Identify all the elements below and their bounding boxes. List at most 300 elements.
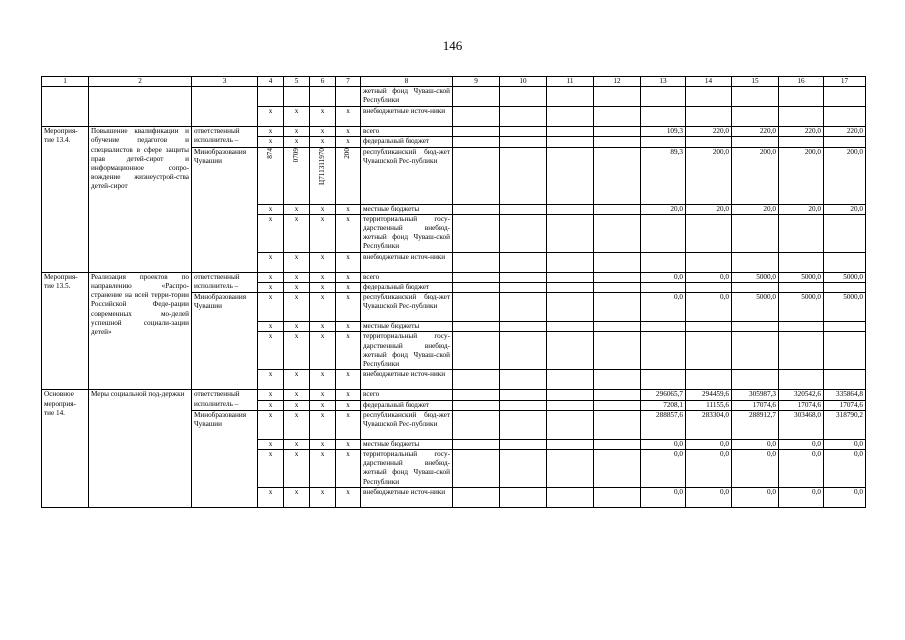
- measure-name: Реализация проектов по направлению «Распро-странение на всей терри-тории Российской Феде-рации современных мо-делей успешной социали-зации детей»: [89, 272, 192, 390]
- amount-cell: 296065,7: [641, 390, 686, 400]
- amount-cell: [824, 252, 866, 272]
- empty-cell: [547, 127, 594, 137]
- table-row: [42, 87, 866, 107]
- measure-label: Мероприя-тие 13.5.: [42, 272, 89, 390]
- column-header: 7: [336, 77, 361, 87]
- column-header: 6: [310, 77, 336, 87]
- amount-cell: 294459,6: [686, 390, 732, 400]
- empty-cell: [594, 322, 641, 332]
- code-x: x: [284, 370, 310, 390]
- code-x: x: [258, 214, 284, 252]
- empty-cell: [547, 370, 594, 390]
- empty-cell: [547, 252, 594, 272]
- empty-cell: [258, 87, 284, 107]
- code-x: x: [336, 107, 361, 127]
- code-x: x: [336, 204, 361, 214]
- amount-cell: 0,0: [824, 450, 866, 488]
- empty-cell: [453, 137, 500, 147]
- empty-cell: [594, 293, 641, 322]
- amount-cell: 5000,0: [824, 272, 866, 282]
- amount-cell: 17074,6: [732, 400, 779, 410]
- empty-cell: [547, 283, 594, 293]
- column-header: 4: [258, 77, 284, 87]
- code-x: x: [310, 252, 336, 272]
- empty-cell: [594, 214, 641, 252]
- empty-cell: [500, 147, 547, 204]
- amount-cell: [686, 214, 732, 252]
- empty-cell: [500, 107, 547, 127]
- code-x: x: [258, 410, 284, 439]
- empty-cell: [453, 293, 500, 322]
- empty-cell: [500, 370, 547, 390]
- amount-cell: 303468,0: [779, 410, 824, 439]
- empty-cell: [547, 410, 594, 439]
- amount-cell: 220,0: [779, 127, 824, 137]
- amount-cell: [686, 107, 732, 127]
- code-x: x: [258, 204, 284, 214]
- amount-cell: 17074,6: [779, 400, 824, 410]
- empty-cell: [594, 107, 641, 127]
- amount-cell: 220,0: [686, 127, 732, 137]
- empty-cell: [453, 214, 500, 252]
- empty-cell: [594, 272, 641, 282]
- empty-cell: [453, 204, 500, 214]
- code-x: x: [310, 204, 336, 214]
- column-header: 5: [284, 77, 310, 87]
- amount-cell: [686, 137, 732, 147]
- measure-name: Повышение квалификации и обучение педагогов и специалистов в сфере защиты прав детей-сирот и информационное сопро-вождение жизнеустрой-ства детей-сирот: [89, 127, 192, 273]
- amount-cell: 5000,0: [779, 293, 824, 322]
- empty-cell: [453, 450, 500, 488]
- code-x: x: [258, 322, 284, 332]
- empty-cell: [500, 214, 547, 252]
- code-x: x: [336, 370, 361, 390]
- empty-cell: [500, 410, 547, 439]
- empty-cell: [500, 87, 547, 107]
- code-x: x: [336, 332, 361, 370]
- empty-cell: [594, 283, 641, 293]
- funding-source: внебюджетные источ-ники: [361, 370, 453, 390]
- code-x: x: [310, 322, 336, 332]
- funding-source: республиканский бюд-жет Чувашской Рес-публики: [361, 410, 453, 439]
- empty-cell: [500, 488, 547, 508]
- code-x: x: [310, 272, 336, 282]
- code-x: x: [258, 439, 284, 449]
- code-value: 200: [343, 147, 352, 159]
- code-x: x: [258, 400, 284, 410]
- funding-source: всего: [361, 272, 453, 282]
- amount-cell: 0,0: [732, 450, 779, 488]
- code-x: x: [284, 107, 310, 127]
- code-x: x: [284, 332, 310, 370]
- empty-cell: [500, 322, 547, 332]
- code-x: x: [310, 137, 336, 147]
- empty-cell: [594, 370, 641, 390]
- code-x: x: [284, 127, 310, 137]
- amount-cell: 5000,0: [732, 272, 779, 282]
- amount-cell: 0,0: [686, 293, 732, 322]
- empty-cell: [547, 390, 594, 400]
- amount-cell: [824, 107, 866, 127]
- code-x: x: [284, 214, 310, 252]
- amount-cell: 0,0: [641, 450, 686, 488]
- empty-cell: [453, 87, 500, 107]
- table-row: [42, 127, 866, 137]
- empty-cell: [89, 87, 192, 127]
- column-header: 15: [732, 77, 779, 87]
- empty-cell: [453, 283, 500, 293]
- column-header: 17: [824, 77, 866, 87]
- funding-source: местные бюджеты: [361, 322, 453, 332]
- amount-cell: [641, 107, 686, 127]
- amount-cell: [824, 283, 866, 293]
- measure-label: Основное мероприя-тие 14.: [42, 390, 89, 508]
- amount-cell: [732, 107, 779, 127]
- code-x: x: [258, 450, 284, 488]
- empty-cell: [594, 87, 641, 107]
- empty-cell: [594, 410, 641, 439]
- code-x: x: [284, 272, 310, 282]
- code-x: x: [336, 439, 361, 449]
- table-row: [42, 390, 866, 400]
- amount-cell: 0,0: [779, 488, 824, 508]
- empty-cell: [336, 87, 361, 107]
- code-x: x: [284, 410, 310, 439]
- empty-cell: [453, 390, 500, 400]
- code-x: x: [310, 439, 336, 449]
- empty-cell: [547, 204, 594, 214]
- empty-cell: [547, 272, 594, 282]
- amount-cell: 220,0: [732, 127, 779, 137]
- amount-cell: 318790,2: [824, 410, 866, 439]
- amount-cell: 0,0: [779, 439, 824, 449]
- amount-cell: [641, 370, 686, 390]
- code-x: x: [284, 439, 310, 449]
- code-x: x: [284, 400, 310, 410]
- code-x: x: [310, 450, 336, 488]
- code-x: x: [336, 322, 361, 332]
- code-x: x: [284, 390, 310, 400]
- empty-cell: [284, 87, 310, 107]
- empty-cell: [547, 214, 594, 252]
- empty-cell: [594, 137, 641, 147]
- code-cell: [284, 147, 310, 204]
- code-x: x: [258, 272, 284, 282]
- code-x: x: [310, 283, 336, 293]
- amount-cell: 200,0: [686, 147, 732, 204]
- column-header: 13: [641, 77, 686, 87]
- code-x: x: [258, 137, 284, 147]
- funding-source: федеральный бюджет: [361, 400, 453, 410]
- code-x: x: [284, 488, 310, 508]
- empty-cell: [453, 272, 500, 282]
- empty-cell: [547, 87, 594, 107]
- empty-cell: [500, 204, 547, 214]
- empty-cell: [453, 252, 500, 272]
- funding-source: местные бюджеты: [361, 439, 453, 449]
- amount-cell: [779, 252, 824, 272]
- amount-cell: 109,3: [641, 127, 686, 137]
- empty-cell: [547, 439, 594, 449]
- empty-cell: [547, 322, 594, 332]
- code-x: x: [336, 450, 361, 488]
- amount-cell: [779, 370, 824, 390]
- code-x: x: [284, 283, 310, 293]
- code-cell: [258, 147, 284, 204]
- executor-name: Минобразования Чувашии: [192, 293, 258, 390]
- code-x: x: [258, 127, 284, 137]
- funding-source: жетный фонд Чуваш-ской Республики: [361, 87, 453, 107]
- code-x: x: [336, 252, 361, 272]
- code-x: x: [336, 283, 361, 293]
- code-x: x: [258, 283, 284, 293]
- empty-cell: [500, 450, 547, 488]
- amount-cell: [779, 322, 824, 332]
- code-value: 874: [265, 147, 274, 159]
- code-x: x: [336, 272, 361, 282]
- code-x: x: [258, 370, 284, 390]
- amount-cell: 17074,6: [824, 400, 866, 410]
- amount-cell: [779, 137, 824, 147]
- code-x: x: [310, 400, 336, 410]
- code-x: x: [310, 293, 336, 322]
- funding-source: федеральный бюджет: [361, 283, 453, 293]
- amount-cell: 5000,0: [779, 272, 824, 282]
- funding-source: республиканский бюд-жет Чувашской Рес-публики: [361, 147, 453, 204]
- amount-cell: 0,0: [732, 439, 779, 449]
- amount-cell: [686, 332, 732, 370]
- amount-cell: 0,0: [686, 488, 732, 508]
- budget-table: [41, 76, 866, 508]
- amount-cell: [779, 87, 824, 107]
- amount-cell: 5000,0: [824, 293, 866, 322]
- executor-role: ответственный исполнитель –: [192, 272, 258, 292]
- amount-cell: [732, 214, 779, 252]
- column-header: 3: [192, 77, 258, 87]
- empty-cell: [594, 450, 641, 488]
- amount-cell: 0,0: [641, 293, 686, 322]
- empty-cell: [594, 127, 641, 137]
- column-header: 12: [594, 77, 641, 87]
- amount-cell: [641, 137, 686, 147]
- amount-cell: 20,0: [779, 204, 824, 214]
- amount-cell: 220,0: [824, 127, 866, 137]
- code-x: x: [336, 400, 361, 410]
- amount-cell: 0,0: [686, 450, 732, 488]
- amount-cell: 288912,7: [732, 410, 779, 439]
- empty-cell: [500, 283, 547, 293]
- code-x: x: [310, 488, 336, 508]
- code-cell: [336, 147, 361, 204]
- empty-cell: [500, 332, 547, 370]
- amount-cell: 288857,6: [641, 410, 686, 439]
- amount-cell: [779, 107, 824, 127]
- funding-source: федеральный бюджет: [361, 137, 453, 147]
- column-header: 8: [361, 77, 453, 87]
- amount-cell: [824, 322, 866, 332]
- amount-cell: 0,0: [641, 272, 686, 282]
- amount-cell: 20,0: [824, 204, 866, 214]
- column-header: 10: [500, 77, 547, 87]
- amount-cell: 200,0: [732, 147, 779, 204]
- amount-cell: 20,0: [732, 204, 779, 214]
- executor-name: Минобразования Чувашии: [192, 410, 258, 507]
- column-header: 9: [453, 77, 500, 87]
- measure-label: Мероприя-тие 13.4.: [42, 127, 89, 273]
- empty-cell: [453, 439, 500, 449]
- amount-cell: 5000,0: [732, 293, 779, 322]
- code-x: x: [284, 252, 310, 272]
- empty-cell: [453, 147, 500, 204]
- code-x: x: [310, 214, 336, 252]
- amount-cell: 283304,0: [686, 410, 732, 439]
- amount-cell: 7208,1: [641, 400, 686, 410]
- column-header: 11: [547, 77, 594, 87]
- code-x: x: [336, 293, 361, 322]
- amount-cell: 0,0: [824, 439, 866, 449]
- amount-cell: [686, 322, 732, 332]
- empty-cell: [500, 252, 547, 272]
- empty-cell: [500, 439, 547, 449]
- column-header: 14: [686, 77, 732, 87]
- amount-cell: 200,0: [824, 147, 866, 204]
- funding-source: внебюджетные источ-ники: [361, 252, 453, 272]
- amount-cell: 200,0: [779, 147, 824, 204]
- empty-cell: [310, 87, 336, 107]
- amount-cell: 0,0: [824, 488, 866, 508]
- table-row: [42, 272, 866, 282]
- empty-cell: [453, 127, 500, 137]
- funding-source: внебюджетные источ-ники: [361, 488, 453, 508]
- empty-cell: [547, 332, 594, 370]
- empty-cell: [547, 147, 594, 204]
- amount-cell: 0,0: [686, 272, 732, 282]
- amount-cell: [641, 332, 686, 370]
- code-x: x: [258, 107, 284, 127]
- amount-cell: 0,0: [732, 488, 779, 508]
- amount-cell: 0,0: [779, 450, 824, 488]
- funding-source: местные бюджеты: [361, 204, 453, 214]
- amount-cell: [732, 252, 779, 272]
- empty-cell: [192, 87, 258, 127]
- empty-cell: [453, 400, 500, 410]
- empty-cell: [594, 332, 641, 370]
- empty-cell: [453, 370, 500, 390]
- amount-cell: [732, 87, 779, 107]
- column-header: 1: [42, 77, 89, 87]
- funding-source: территориальный госу-дарственный внебюд-жетный фонд Чуваш-ской Республики: [361, 450, 453, 488]
- empty-cell: [500, 400, 547, 410]
- amount-cell: [686, 87, 732, 107]
- code-x: x: [284, 204, 310, 214]
- amount-cell: [779, 332, 824, 370]
- empty-cell: [453, 332, 500, 370]
- funding-source: территориальный госу-дарственный внебюд-жетный фонд Чуваш-ской Республики: [361, 332, 453, 370]
- code-x: x: [284, 450, 310, 488]
- code-x: x: [284, 322, 310, 332]
- code-x: x: [336, 137, 361, 147]
- amount-cell: 20,0: [686, 204, 732, 214]
- code-x: x: [336, 214, 361, 252]
- measure-name: Меры социальной под-держки: [89, 390, 192, 508]
- code-x: x: [310, 127, 336, 137]
- empty-cell: [547, 293, 594, 322]
- code-x: x: [258, 332, 284, 370]
- empty-cell: [547, 450, 594, 488]
- empty-cell: [453, 488, 500, 508]
- amount-cell: [824, 214, 866, 252]
- amount-cell: [732, 332, 779, 370]
- amount-cell: [732, 370, 779, 390]
- code-x: x: [336, 390, 361, 400]
- amount-cell: [824, 137, 866, 147]
- empty-cell: [594, 252, 641, 272]
- code-value: 0709: [291, 147, 300, 162]
- executor-name: Минобразования Чувашии: [192, 147, 258, 272]
- code-x: x: [310, 370, 336, 390]
- code-x: x: [336, 488, 361, 508]
- empty-cell: [547, 400, 594, 410]
- empty-cell: [500, 127, 547, 137]
- code-x: x: [258, 390, 284, 400]
- funding-source: всего: [361, 127, 453, 137]
- amount-cell: [824, 332, 866, 370]
- amount-cell: [641, 283, 686, 293]
- code-x: x: [310, 410, 336, 439]
- executor-role: ответственный исполнитель –: [192, 127, 258, 147]
- amount-cell: [732, 283, 779, 293]
- amount-cell: [779, 214, 824, 252]
- code-x: x: [258, 488, 284, 508]
- funding-source: территориальный госу-дарственный внебюд-жетный фонд Чуваш-ской Республики: [361, 214, 453, 252]
- code-x: x: [310, 332, 336, 370]
- executor-role: ответственный исполнитель –: [192, 390, 258, 410]
- code-x: x: [336, 127, 361, 137]
- code-x: x: [258, 293, 284, 322]
- empty-cell: [594, 488, 641, 508]
- amount-cell: [732, 137, 779, 147]
- empty-cell: [453, 322, 500, 332]
- amount-cell: [641, 252, 686, 272]
- code-x: x: [284, 137, 310, 147]
- amount-cell: 0,0: [686, 439, 732, 449]
- amount-cell: 0,0: [641, 439, 686, 449]
- empty-cell: [500, 272, 547, 282]
- code-x: x: [336, 410, 361, 439]
- code-value: Ц711311970: [317, 147, 326, 185]
- funding-source: республиканский бюд-жет Чувашской Рес-публики: [361, 293, 453, 322]
- empty-cell: [594, 439, 641, 449]
- code-x: x: [284, 293, 310, 322]
- empty-cell: [594, 147, 641, 204]
- empty-cell: [547, 488, 594, 508]
- code-x: x: [258, 252, 284, 272]
- code-cell: [310, 147, 336, 204]
- empty-cell: [453, 410, 500, 439]
- amount-cell: [686, 252, 732, 272]
- amount-cell: [779, 283, 824, 293]
- amount-cell: [641, 214, 686, 252]
- empty-cell: [42, 87, 89, 127]
- empty-cell: [500, 390, 547, 400]
- amount-cell: 320542,6: [779, 390, 824, 400]
- amount-cell: 335864,8: [824, 390, 866, 400]
- code-x: x: [310, 107, 336, 127]
- column-header: 16: [779, 77, 824, 87]
- amount-cell: 11155,6: [686, 400, 732, 410]
- empty-cell: [594, 400, 641, 410]
- empty-cell: [453, 107, 500, 127]
